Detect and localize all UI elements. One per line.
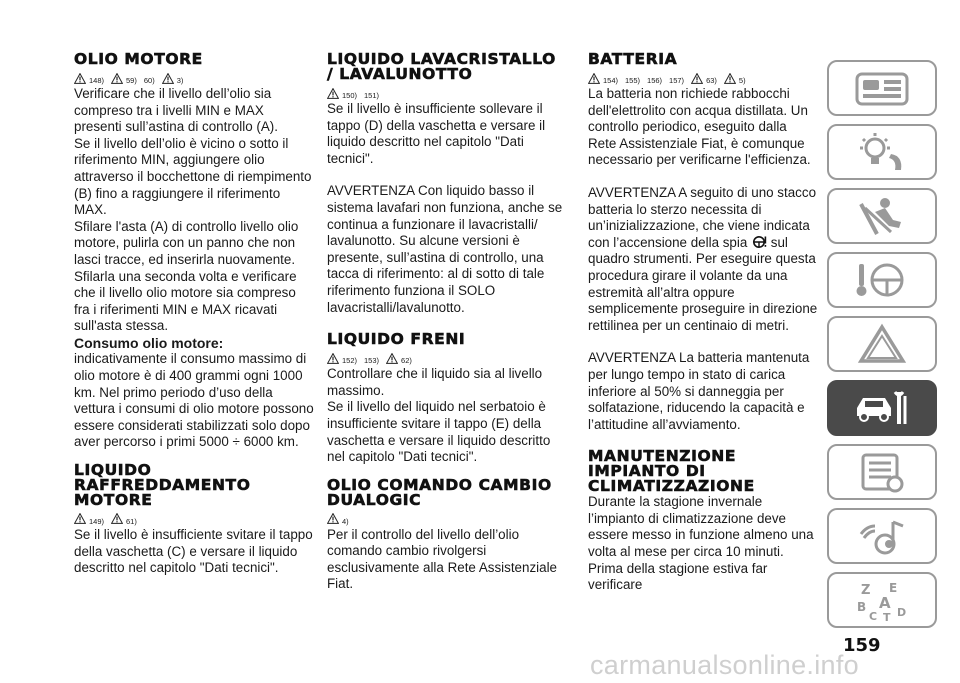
ref-note[interactable]: 154) bbox=[603, 76, 619, 85]
ref-note[interactable]: 4) bbox=[342, 516, 349, 526]
warning-paragraph: AVVERTENZA La batteria mantenuta per lungo tempo in stato di carica inferiore al 50% si danneggia per solfatazione, riducendo la capacità e l’attitudine all’avviamento. bbox=[588, 350, 810, 432]
ref-note[interactable]: 148) bbox=[89, 76, 105, 85]
ref-note[interactable]: 151) bbox=[364, 91, 380, 100]
ref-note[interactable]: 61) bbox=[126, 516, 137, 526]
section-title-liquido-raffreddamento: LIQUIDO RAFFREDDAMENTO MOTORE bbox=[74, 460, 251, 509]
section-title-liquido-lavacristallo: LIQUIDO LAVACRISTALLO / LAVALUNOTTO bbox=[327, 50, 556, 83]
svg-text:D: D bbox=[897, 606, 907, 619]
column-1 bbox=[74, 52, 314, 577]
paragraph: La batteria non richiede rabbocchi dell'elettrolito con acqua distillata. Un controllo periodico, eseguito dalla Rete Assistenziale Fiat, è comunque necessario per verificarne l'efficienza. bbox=[588, 86, 811, 168]
warning-triangle-icon bbox=[74, 513, 86, 524]
specifications-icon bbox=[851, 450, 913, 494]
section-title-olio-motore: OLIO MOTORE bbox=[74, 50, 203, 68]
paragraph: Se il livello dell’olio è vicino o sotto il riferimento MIN, aggiungere olio attraverso il bocchettone di riempimento (B) fino a raggiungere il riferimento MAX. bbox=[74, 135, 312, 218]
paragraph: indicativamente il consumo massimo di olio motore è di 400 grammi ogni 1000 km. Nel primo periodo d’uso della vettura i consumi di olio motore possono essere considerati stabilizzati solo dopo aver percorso i primi 5000 ÷ 6000 km. bbox=[74, 351, 314, 450]
warning-triangle-icon bbox=[724, 73, 736, 84]
tab-index[interactable] bbox=[827, 572, 937, 628]
car-maintenance-icon bbox=[851, 386, 913, 430]
ref-note[interactable]: 155) bbox=[625, 76, 641, 85]
subsection-title-consumo: Consumo olio motore: bbox=[74, 334, 224, 351]
column-2 bbox=[327, 52, 567, 593]
svg-text:B: B bbox=[857, 600, 867, 614]
paragraph: Se il livello del liquido nel serbatoio è insufficiente svitare il tappo (E) della vaschetta e versare il liquido descritto nel capitolo "Dati tecnici". bbox=[327, 399, 551, 465]
svg-text:Z: Z bbox=[861, 583, 871, 598]
tab-safety[interactable] bbox=[827, 188, 937, 244]
page-number: 159 bbox=[843, 635, 881, 656]
paragraph: Durante la stagione invernale l’impianto di climatizzazione deve essere messo in funzione almeno una volta al mese per circa 10 minuti. Prima della stagione estiva far verificare bbox=[588, 494, 814, 593]
paragraph: Sfilare l'asta (A) di controllo livello olio motore, pulirla con un panno che non lasci tracce, ed inserirla nuovamente. Sfilarla una seconda volta e verificare che il livello olio motore sia compreso fra i riferimenti MIN e MAX ricavati sull'asta stessa. bbox=[74, 218, 299, 334]
svg-text:T: T bbox=[883, 611, 891, 622]
warning-triangle-icon bbox=[327, 88, 339, 99]
svg-text:A: A bbox=[879, 594, 891, 612]
ref-note[interactable]: 63) bbox=[706, 76, 717, 85]
warning-triangle-icon bbox=[327, 513, 339, 524]
warning-triangle-icon bbox=[588, 73, 600, 84]
tab-emergency[interactable] bbox=[827, 316, 937, 372]
warning-triangle-icon bbox=[851, 322, 913, 366]
section-title-manutenzione-climatizzazione: MANUTENZIONE IMPIANTO DI CLIMATIZZAZIONE bbox=[588, 447, 755, 496]
tab-maintenance[interactable] bbox=[827, 380, 937, 436]
ref-note[interactable]: 3) bbox=[176, 76, 184, 85]
dashboard-icon bbox=[851, 66, 913, 110]
warning-triangle-icon bbox=[111, 73, 123, 84]
warning-text: sul quadro strumenti. Per eseguire questa procedura girare il volante da una estremità all’altra oppure semplicemente proseguire in direzione rettilinea per un centinaio di metri. bbox=[588, 234, 818, 333]
warning-refs bbox=[327, 511, 567, 527]
svg-text:C: C bbox=[869, 610, 878, 622]
watermark[interactable]: carmanualsonline.info bbox=[590, 650, 859, 680]
tab-multimedia[interactable] bbox=[827, 508, 937, 564]
warning-triangle-icon bbox=[74, 73, 86, 84]
warning-text: AVVERTENZA A seguito di uno stacco batteria lo sterzo necessita di un’inizializzazione, che viene indicata con l’accensione della spia bbox=[588, 184, 817, 250]
ref-note[interactable]: 5) bbox=[738, 76, 746, 85]
ref-note[interactable]: 157) bbox=[669, 76, 685, 85]
tab-lights[interactable] bbox=[827, 124, 937, 180]
tab-dashboard[interactable] bbox=[827, 60, 937, 116]
warning-refs bbox=[327, 350, 567, 366]
airbag-seat-icon bbox=[851, 194, 913, 238]
steering-warning-light-icon bbox=[751, 235, 767, 249]
paragraph: Se il livello è insufficiente svitare il tappo della vaschetta (C) e versare il liquido descritto nel capitolo "Dati tecnici". bbox=[74, 526, 313, 576]
warning-refs bbox=[74, 70, 314, 86]
ref-note[interactable]: 150) bbox=[342, 91, 358, 100]
warning-refs bbox=[588, 70, 818, 86]
ref-note[interactable]: 149) bbox=[89, 516, 105, 526]
warning-refs bbox=[327, 85, 567, 101]
ref-note[interactable]: 60) bbox=[143, 76, 155, 85]
section-title-olio-comando-cambio: OLIO COMANDO CAMBIO DUALOGIC bbox=[327, 475, 552, 509]
ref-note[interactable]: 152) bbox=[342, 356, 358, 366]
ref-note[interactable]: 156) bbox=[647, 76, 663, 85]
warning-triangle-icon bbox=[162, 73, 174, 84]
warning-triangle-icon bbox=[386, 353, 398, 364]
tab-technical-data[interactable] bbox=[827, 444, 937, 500]
svg-text:E: E bbox=[889, 581, 898, 595]
ref-note[interactable]: 153) bbox=[364, 356, 380, 366]
warning-triangle-icon bbox=[111, 513, 123, 524]
section-title-batteria: BATTERIA bbox=[588, 50, 678, 68]
paragraph: Verificare che il livello dell’olio sia compreso tra i livelli MIN e MAX presenti sull’astina di controllo (A). bbox=[74, 86, 278, 135]
warning-paragraph: AVVERTENZA Con liquido basso il sistema lavafari non funziona, anche se continua a funzionare il lavacristalli/ lavalunotto. Su alcune versioni è presente, sull’astina di controllo, una tacca di riferimento: al di sotto di tale riferimento funziona il SOLO lavacristalli/lavalunotto. bbox=[327, 183, 563, 315]
tab-starting-driving[interactable] bbox=[827, 252, 937, 308]
section-title-liquido-freni: LIQUIDO FRENI bbox=[327, 330, 466, 349]
warning-refs bbox=[74, 511, 314, 527]
ref-note[interactable]: 59) bbox=[126, 76, 137, 85]
warning-paragraph bbox=[588, 185, 818, 334]
ref-note[interactable]: 62) bbox=[401, 356, 412, 366]
lights-icon bbox=[851, 130, 913, 174]
paragraph: Se il livello è insufficiente sollevare il tappo (D) della vaschetta e versare il liquido descritto nel capitolo "Dati tecnici". bbox=[327, 101, 546, 166]
steering-wheel-key-icon bbox=[851, 258, 913, 302]
multimedia-icon bbox=[851, 514, 913, 558]
index-icon bbox=[851, 578, 913, 622]
paragraph: Controllare che il liquido sia al livello massimo. bbox=[327, 366, 543, 398]
warning-triangle-icon bbox=[327, 353, 339, 364]
warning-triangle-icon bbox=[691, 73, 703, 84]
paragraph: Per il controllo del livello dell’olio comando cambio rivolgersi esclusivamente alla Rete Assistenziale Fiat. bbox=[327, 526, 557, 592]
column-3 bbox=[588, 52, 818, 594]
